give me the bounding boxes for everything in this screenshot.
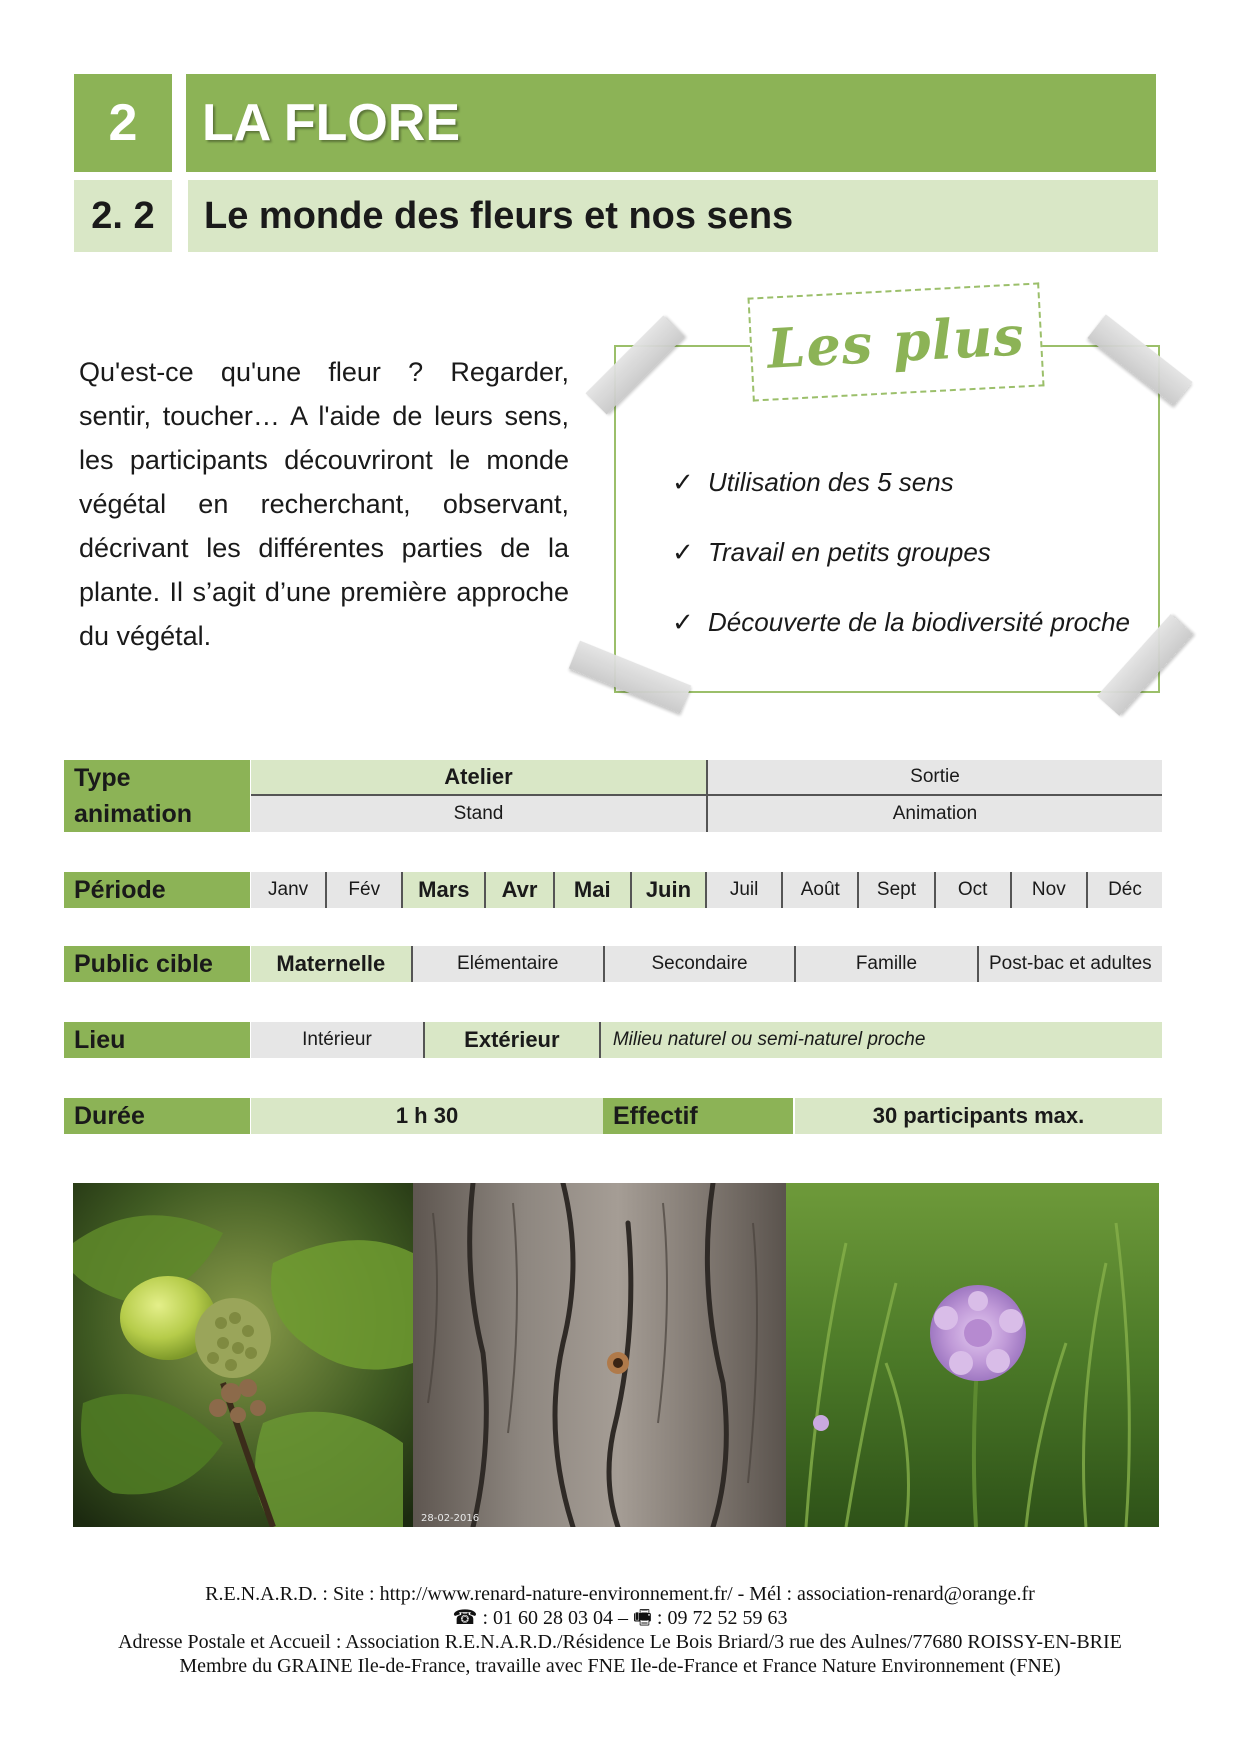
type-option-atelier: Atelier bbox=[251, 760, 706, 796]
subsection-title: Le monde des fleurs et nos sens bbox=[188, 180, 1158, 252]
section-number: 2 bbox=[74, 74, 172, 172]
month-mars: Mars bbox=[401, 872, 484, 908]
oak-acorn-photo bbox=[73, 1183, 413, 1527]
public-elementaire: Elémentaire bbox=[411, 946, 603, 982]
footer bbox=[40, 1582, 1200, 1678]
intro-paragraph: Qu'est-ce qu'une fleur ? Regarder, sentir, toucher… A l'aide de leurs sens, les participants découvriront le monde végétal en recherchant, observant, décrivant les différentes parties de la plante. Il s’agit d’une première approche du végétal. bbox=[79, 357, 569, 651]
type-option-sortie: Sortie bbox=[706, 760, 1162, 796]
effectif-value: 30 participants max. bbox=[795, 1098, 1162, 1134]
month-aout: Août bbox=[781, 872, 857, 908]
lieu-exterieur: Extérieur bbox=[423, 1022, 599, 1058]
photo-date: 28-02-2016 bbox=[421, 1513, 480, 1524]
footer-address: Adresse Postale et Accueil : Association R.E.N.A.R.D./Résidence Le Bois Briard/3 rue des Aulnes/77680 ROISSY-EN-BRIE bbox=[118, 1631, 1122, 1653]
lieu-options bbox=[251, 1022, 1162, 1058]
phone-number: : 01 60 28 03 04 – bbox=[477, 1607, 634, 1629]
public-famille: Famille bbox=[794, 946, 976, 982]
section-title: LA FLORE bbox=[186, 74, 1156, 172]
type-animation-label: Type animation bbox=[64, 760, 250, 832]
footer-phone bbox=[40, 1606, 1200, 1630]
effectif-label: Effectif bbox=[603, 1098, 793, 1134]
plus-item-text: Utilisation des 5 sens bbox=[708, 466, 954, 497]
fax-number: : 09 72 52 59 63 bbox=[651, 1607, 788, 1629]
check-icon: ✓ bbox=[672, 606, 694, 637]
lieu-label: Lieu bbox=[64, 1022, 250, 1058]
month-sept: Sept bbox=[857, 872, 933, 908]
month-juin: Juin bbox=[630, 872, 705, 908]
public-maternelle: Maternelle bbox=[251, 946, 411, 982]
month-janv: Janv bbox=[251, 872, 325, 908]
tree-bark-photo bbox=[413, 1183, 786, 1527]
footer-membership: Membre du GRAINE Ile-de-France, travaille avec FNE Ile-de-France et France Nature Environnement (FNE) bbox=[179, 1655, 1061, 1677]
plus-item bbox=[672, 532, 1152, 572]
lieu-detail: Milieu naturel ou semi-naturel proche bbox=[599, 1022, 1162, 1058]
month-mai: Mai bbox=[553, 872, 630, 908]
subsection-number: 2. 2 bbox=[74, 180, 172, 252]
check-icon: ✓ bbox=[672, 466, 694, 497]
check-icon: ✓ bbox=[672, 536, 694, 567]
lieu-interieur: Intérieur bbox=[251, 1022, 423, 1058]
month-avr: Avr bbox=[484, 872, 552, 908]
tree-bark-image bbox=[413, 1183, 786, 1527]
month-fev: Fév bbox=[325, 872, 401, 908]
month-juil: Juil bbox=[705, 872, 781, 908]
public-options bbox=[251, 946, 1162, 982]
month-nov: Nov bbox=[1010, 872, 1086, 908]
scabious-flower-image bbox=[786, 1183, 1159, 1527]
fax-icon: 🖷 bbox=[633, 1607, 652, 1629]
plus-item-text: Découverte de la biodiversité proche bbox=[708, 606, 1131, 637]
month-oct: Oct bbox=[934, 872, 1010, 908]
footer-contact: R.E.N.A.R.D. : Site : http://www.renard-nature-environnement.fr/ - Mél : association-renard@orange.fr bbox=[205, 1583, 1035, 1605]
plus-item bbox=[672, 462, 1152, 502]
public-cible-label: Public cible bbox=[64, 946, 250, 982]
duree-label: Durée bbox=[64, 1098, 250, 1134]
type-option-stand: Stand bbox=[251, 796, 706, 832]
phone-icon: ☎ bbox=[452, 1607, 478, 1629]
plus-item bbox=[672, 602, 1152, 642]
les-plus-title: Les plus bbox=[747, 282, 1044, 401]
oak-acorn-image bbox=[73, 1183, 413, 1527]
public-secondaire: Secondaire bbox=[603, 946, 794, 982]
type-option-animation: Animation bbox=[706, 796, 1162, 832]
month-dec: Déc bbox=[1086, 872, 1162, 908]
periode-label: Période bbox=[64, 872, 250, 908]
periode-months bbox=[251, 872, 1162, 908]
scabious-flower-photo bbox=[786, 1183, 1159, 1527]
plus-item-text: Travail en petits groupes bbox=[708, 536, 991, 567]
public-post-bac: Post-bac et adultes bbox=[977, 946, 1162, 982]
duree-value: 1 h 30 bbox=[251, 1098, 603, 1134]
